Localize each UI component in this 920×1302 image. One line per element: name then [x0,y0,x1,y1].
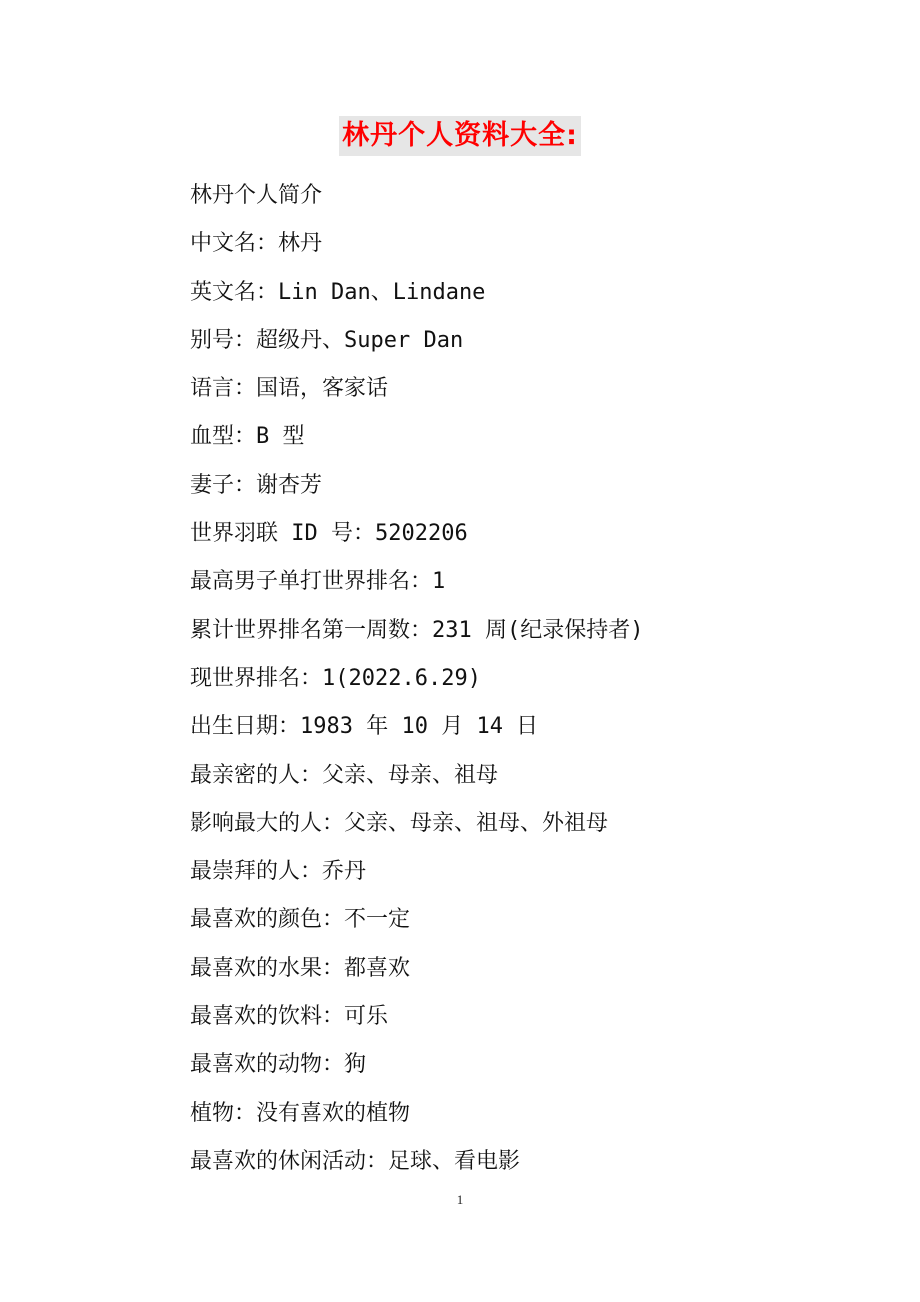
title-container [0,116,920,156]
profile-line: 累计世界排名第一周数：231 周(纪录保持者) [190,617,644,643]
profile-line: 英文名：Lin Dan、Lindane [190,279,486,305]
profile-line: 最喜欢的饮料：可乐 [190,1004,389,1030]
profile-line: 最喜欢的颜色：不一定 [190,907,411,933]
profile-line: 妻子：谢杏芳 [190,472,323,498]
profile-line: 血型：B 型 [190,424,305,450]
profile-line: 影响最大的人：父亲、母亲、祖母、外祖母 [190,810,609,836]
profile-line: 出生日期：1983 年 10 月 14 日 [190,714,539,740]
profile-line: 现世界排名：1(2022.6.29) [190,665,481,691]
profile-line: 最喜欢的动物：狗 [190,1052,367,1078]
profile-line: 林丹个人简介 [190,183,323,208]
profile-line: 语言：国语，客家话 [190,376,389,402]
profile-line: 最喜欢的水果：都喜欢 [190,955,411,981]
profile-line: 中文名：林丹 [190,231,323,257]
profile-line: 世界羽联 ID 号：5202206 [190,521,468,547]
profile-line: 植物：没有喜欢的植物 [190,1100,411,1126]
profile-line: 最亲密的人：父亲、母亲、祖母 [190,762,499,788]
profile-line: 最喜欢的休闲活动：足球、看电影 [190,1148,521,1174]
profile-lines [190,172,830,1186]
profile-line: 最高男子单打世界排名：1 [190,569,446,595]
document-title: 林丹个人资料大全: [339,116,581,156]
profile-line: 最崇拜的人：乔丹 [190,859,367,885]
profile-line: 别号：超级丹、Super Dan [190,327,464,353]
page-number: 1 [456,1192,464,1207]
